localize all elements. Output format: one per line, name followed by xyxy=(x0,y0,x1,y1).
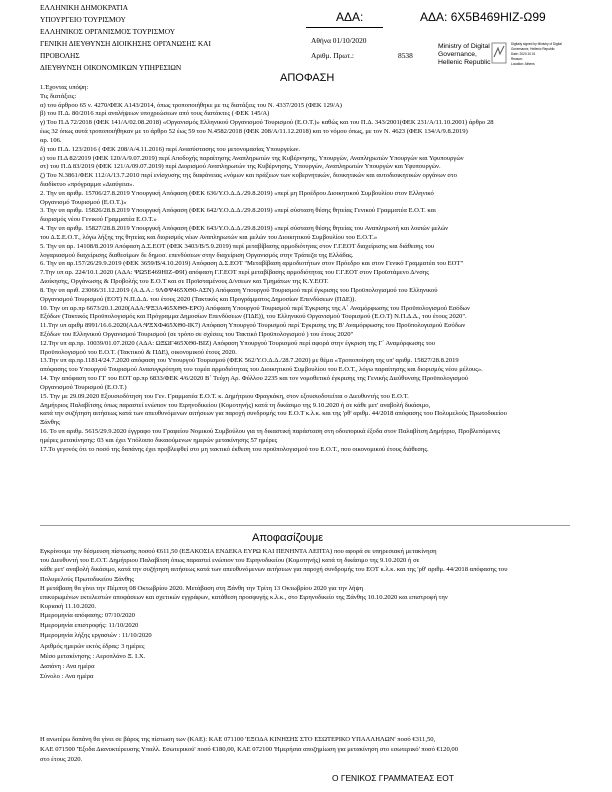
header-line-general-directorate: ΓΕΝΙΚΗ ΔΙΕΥΘΥΝΣΗ ΔΙΟΙΚΗΣΗΣ ΟΡΓΑΝΩΣΗΣ ΚΑΙ xyxy=(40,39,211,48)
consideration-line: Εξόδων (Τακτικός Προϋπολογισμός και Πρόγραμμα Δημοσίων Επενδύσεων (ΠΔΕ)), του Ελληνικού Οργανισμού Τουρισμού (Ε.Ο.Τ) Ν.Π.Δ.Δ., του έτους 2020". xyxy=(40,313,467,321)
consideration-line: 6. Την υπ αρ.157/26/29.9.2019 (ΦΕΚ 3659/Β/4.10.2019) Απόφαση Δ.Σ.ΕΟΤ "Μεταβίβαση αρμοδιοτήτων στον Πρόεδρο και στον Γενικό Γραμματέα του ΕΟΤ" xyxy=(40,260,464,268)
consideration-line: ημέρες μετακίνησης: 03 και έχει Υπόλοιπο δικαιούμενων ημερών μετακίνησης 57 ημέρες xyxy=(40,436,278,444)
decision-line: του Διευθυντή του Ε.Ο.Τ. Δημήτριου Παλαβίτση όπως παραστεί ενώπιον του Ειρηνοδικείου (Κομοτηνής) κατά τη δικάσιμο της 9.10.2020 ή σε xyxy=(40,557,420,565)
trip-detail-line: Ημερομηνία απόφασης: 07/10/2020 xyxy=(40,612,135,619)
consideration-line: του Δ.Σ.Ε.Ο.Τ., λόγω λήξης της θητείας και διορισμός νέων Αναπληρωτών και μελών του Διοικητικού Συμβουλίου του Ε.Ο.Τ.» xyxy=(40,233,378,241)
ada-code: ΑΔΑ: 6Χ5Β469ΗΙΖ-Ω99 xyxy=(420,10,546,24)
consideration-line: γ) Του Π.Δ 72/2018 (ΦΕΚ 141/Α/02.08.2018) «Οργανισμός Ελληνικού Οργανισμού Τουρισμού (Ε.Ο.Τ.)» καθώς και του Π.Δ. 343/2001(ΦΕΚ 231/Α/11.10.2001) άρθρο 28 xyxy=(40,119,494,127)
digital-signature-logo-icon xyxy=(491,42,507,64)
consideration-line: α) του άρθρου 65 ν. 4270/ΦΕΚ Α143/2014, όπως τροποποιήθηκε με τις διατάξεις του Ν. 4337/2015 (ΦΕΚ 129/Α) xyxy=(40,101,342,109)
consideration-line: Δημήτριος Παλαβίτσης όπως παραστεί ενώπιον του Ειρηνοδικείου (Κομοτηνής) κατά τη δικάσιμο της 9.10.2020 ή σε κάθε μετ' αναβολή δικάσιμο, xyxy=(40,401,431,409)
header-line-directorate: ΔΙΕΥΘΥΝΣΗ ΟΙΚΟΝΟΜΙΚΩΝ ΥΠΗΡΕΣΙΩΝ xyxy=(40,63,182,72)
consideration-line: 12.Την υπ αρ.πρ. 10039/01.07.2020 (ΑΔΑ: ΩΞΩΓ465ΧΘ0-ΒΙΖ) Απόφαση Υπουργού Τουρισμού περί αφορά στην έγκριση της Γ΄ Αναμόρφωσης του xyxy=(40,339,435,347)
consideration-line: Εξόδων του Ελληνικού Οργανισμού Τουρισμού (σε τρόπο σε σχέσεις του Τακτικό Προϋπολογισμού ) του έτους 2020" xyxy=(40,330,354,338)
header-line-ministry: ΥΠΟΥΡΓΕΙΟ ΤΟΥΡΙΣΜΟΥ xyxy=(40,15,126,24)
signature-line-3: Hellenic Republic xyxy=(438,59,491,66)
secretary-signature: Ο ΓΕΝΙΚΟΣ ΓΡΑΜΜΑΤΕΑΣ ΕΟΤ xyxy=(332,773,454,783)
consideration-line: Προϋπολογισμού του Ε.Ο.Τ. (Τακτικού & ΠΔΕ), οικονομικού έτους 2020. xyxy=(40,348,237,356)
signature-mini-4: Reason: xyxy=(511,57,523,61)
ada-label: ΑΔΑ: xyxy=(336,10,364,24)
trip-detail-line: Σύνολο : Ανα ημέρα xyxy=(40,673,94,681)
signature-line-1: Ministry of Digital xyxy=(438,43,490,50)
consideration-line: 10. Την υπ αρ.πρ 6673/20.1.2020(ΑΔΑ:ΨΞ3Α465ΧΘΘ-ΕΡΟ) Απόφαση Υπουργού Τουρισμού περί Έγκρισης της Α΄ Αναμόρφωσης του Προϋπολογισμού Εσόδων xyxy=(40,304,471,312)
section-divider xyxy=(40,525,570,526)
consideration-line: διαδίκτυο «πρόγραμμα «Διαύγεια». xyxy=(40,181,135,189)
consideration-line: 13.Την υπ αρ.πρ.11814/24.7.2020 απόφαση του Υπουργού Τουρισμού (ΦΕΚ 562/Υ.Ο.Δ.Δ./28.7.2020) με θέμα «Τροποποίηση της υπ' αριθμ. 15827/28.8.2019 xyxy=(40,357,459,365)
signature-mini-3: Date: 2020.10.01 xyxy=(511,52,536,56)
consideration-line: 3. Την υπ αριθμ. 15826/28.8.2019 Υπουργική Απόφαση (ΦΕΚ 642/Υ.Ο.Δ.Δ./29.8.2019) «περί σύσταση θέσης θητείας Γενικού Γραμματέα Ε.Ο.Τ. και xyxy=(40,207,436,215)
consideration-line: απόφασης του Υπουργού Τουρισμού Ανασυγκρότηση του τομέα αρμοδιότητας του Διοικητικού Συμβουλίου του Ε.Ο.Τ., λόγω παραίτησης και διορισμός νέου μέλους». xyxy=(40,366,483,374)
consideration-line: Οργανισμού Τουρισμού (ΕΟΤ) Ν.Π.Δ.Δ. του έτους 2020 (Τακτικός και Προγράμματος Δημοσίων Επενδύσεων (ΠΔΕ)). xyxy=(40,295,356,303)
date-line: Αθήνα 01/10/2020 xyxy=(311,36,367,45)
decision-line: Κυριακή 11.10.2020. xyxy=(40,603,97,611)
trip-detail-line: Αριθμός ημερών εκτός έδρας: 3 ημέρες xyxy=(40,642,145,650)
trip-detail-line: Ημερομηνία επιστροφής: 11/10/2020 xyxy=(40,622,139,630)
signature-mini-1: Digitally signed by Ministry of Digital xyxy=(511,42,562,46)
consideration-line: 4. Την υπ αριθμ. 15827/28.8.2019 Υπουργική Απόφαση (ΦΕΚ 643/Υ.Ο.Δ.Δ./29.8.2019) «περί σύσταση θέσης θητείας του Αναπληρωτή και λοιπών μελών xyxy=(40,225,449,233)
consideration-line: 8. Την υπ αριθ. 23066/31.12.2019 (Α.Δ.Α.: 9ΛΦΨ465ΧΘ0-ΑΣΝ) Απόφαση Υπουργού Τουρισμού περί έγκρισης του Προϋπολογισμού του Ελληνικού xyxy=(40,286,438,294)
consideration-line: Οργανισμό Τουρισμού (Ε.Ο.Τ.)» xyxy=(40,198,127,206)
decision-line: Εγκρίνουμε την δέσμευση πίστωσης ποσού €611,50 (ΕΞΑΚΟΣΙΑ ΕΝΔΕΚΑ ΕΥΡΩ ΚΑΙ ΠΕΝΗΝΤΑ ΛΕΠΤΑ) που αφορά σε υπηρεσιακή μετακίνηση xyxy=(40,548,437,555)
header-line-organisation: ΕΛΛΗΝΙΚΟΣ ΟΡΓΑΝΙΣΜΟΣ ΤΟΥΡΙΣΜΟΥ xyxy=(40,27,176,36)
decision-line: Πολυμελούς Πρωτοδικείου Ξάνθης xyxy=(40,575,134,583)
closing-line: στο έτους 2020. xyxy=(40,756,83,764)
consideration-line: 7.Την υπ αρ. 224/10.1.2020 (ΑΔΑ: ΨΩ5Ε469ΗΙΖ-Φ9Ι) απόφαση Γ.Γ.ΕΟΤ περί μεταβίβασης αρμοδιότητας του Γ.Γ.ΕΟΤ στον Προϊστάμενο Δ/νσης xyxy=(40,269,429,277)
decision-title: ΑΠΟΦΑΣΗ xyxy=(280,72,335,84)
consideration-line: ε) του Π.Δ 82/2019 (ΦΕΚ 120/Α/9.07.2019) περί Αποδοχής παραίτησης Αναπληρωτών της Κυβέρνησης, Υπουργών, Αναπληρωτών Υπουργών και Υφυπουργών xyxy=(40,154,464,162)
signature-mini-2: Governance, Hellenic Republic xyxy=(511,47,555,51)
consideration-line: β) του Π.Δ. 80/2016 περί αναλήψεων υποχρεώσεων από τους διατάκτες ( ΦΕΚ 145/Α) xyxy=(40,110,270,118)
consideration-line: Διοίκησης, Οργάνωσης & Προβολής του Ε.Ο.Τ και σε Προϊσταμένους Δ/νσεων και Τμημάτων της Κ.Υ.ΕΟΤ. xyxy=(40,278,329,286)
consideration-line: ζ) Του Ν.3861/ΦΕΚ 112/Α/13.7.2010 περί ενίσχυσης της διαφάνειας «νόμων και πράξεων των κυβερνητικών, διοικητικών και αυτοδιοικητικών οργάνων στο xyxy=(40,172,457,180)
protocol-number: 8538 xyxy=(398,51,413,60)
consideration-line: 14. Την απόφαση του ΓΓ του ΕΟΤ αρ.πρ 6833/ΦΕΚ 4/6/2020 Β΄ Τεύχη Αρ. Φύλλου 2235 και τον νομοθετικό έγκρισης της Γενικής Διεύθυνσης Προϋπολογισμού xyxy=(40,375,469,383)
signature-mini-5: Location: Athens xyxy=(511,62,535,66)
header-line-provolis: ΠΡΟΒΟΛΗΣ xyxy=(40,51,80,60)
closing-line: Η ανωτέρω δαπάνη θα γίνει σε βάρος της πίστωση των (ΚΑΕ): ΚΑΕ 071100 'ΕΞΟΔΑ ΚΙΝΗΣΗΣ ΣΤΟ ΕΣΩΤΕΡΙΚΟ ΥΠΑΛΛΗΛΩΝ' ποσό €311,50, xyxy=(40,736,436,743)
closing-line: ΚΑΕ 071500 'Έξοδα Διανυκτέρευσης Υπαλλ. Εσωτερικού' ποσό €180,00, ΚΑΕ 072100 'Ημερήσια αποζημίωση για μετακίνηση στο εσωτερικό' ποσό €120,00 xyxy=(40,746,458,754)
consideration-line: στ) του Π.Δ 83/2019 (ΦΕΚ 121/Α/09.07.2019) περί Διορισμού Αναπληρωτών της Κυβέρνησης, Υπουργών, Αναπληρωτών Υπουργών και Υφυπουργών. xyxy=(40,163,441,171)
consideration-line: 15. Την με 29.09.2020 Εξουσιοδότηση του Γεν. Γραμματέα Ε.Ο.Τ. κ. Δημήτριου Φραγκάκη, στον εξουσιοδοτείται ο Διευθυντής του Ε.Ο.Τ. xyxy=(40,392,409,400)
consideration-line: έως 32 όπως αυτά τροποποιήθηκαν με το άρθρο 52 έως 59 του Ν.4582/2018 (ΦΕΚ 208/Α/11.12.2018) και το νόμου όπως, με τον Ν. 4623 (ΦΕΚ 134/Α/9.8.2019) xyxy=(40,128,468,136)
trip-detail-line: Μέσο μετακίνησης : Αεροπλάνο Ξ. Ι.Χ. xyxy=(40,652,146,660)
consideration-line: 2. Την υπ αριθμ. 15706/27.8.2019 Υπουργική Απόφαση (ΦΕΚ 636/Υ.Ο.Δ.Δ./29.8.2019) «περί μη Προέδρου Διοικητικού Συμβουλίου στον Ελληνικό xyxy=(40,189,434,197)
consideration-line: κατά την συζήτηση αιτήσεως κατά των απευθυνόμενων αιτήσεων για παροχή συνδρομής του Ε.Ο.Τ κ.λ.κ. και της 'ρθ' αριθμ. 44/2018 απόφασης του Πολυμελούς Πρωτοδικείου xyxy=(40,410,507,418)
consideration-line: Οργανισμού Τουρισμού (Ε.Ο.Τ.) xyxy=(40,383,127,391)
trip-detail-line: Δαπάνη : Ανα ημέρα xyxy=(40,663,95,670)
protocol-label: Αριθμ. Πρωτ.: xyxy=(311,51,354,60)
consideration-line: 16. Το υπ αριθμ. 5615/29.9.2020 έγγραφο του Γραφείου Νομικού Συμβούλου για τη δικαστική παράσταση στη οδοιπορικά έξοδα στον Παλαβίτση Δημήτριο, Προβλεπόμενες xyxy=(40,427,501,435)
consideration-line: 11.Την υπ αριθμ 8991/16.6.2020(ΑΔΑ:ΨΞΧΦ465ΧΘ0-ΙΚ7) Απόφαση Υπουργού Τουρισμού περί Έγκρισης της Β' Αναμόρφωσης του Προϋπολογισμού Εσόδων xyxy=(40,322,466,330)
consideration-line: Ξάνθης xyxy=(40,419,60,427)
decision-line: επικυρωμένων εκτελεστών αποφάσεων και σχετικών εγγράφων, κατάθεση προσφυγής κ.λ.κ., στο Ειρηνοδικείο της Ξάνθης 10.10.2020 και επιστροφή την xyxy=(40,594,448,601)
consideration-line: 5. Την υπ αρ. 14108/8.2019 Απόφαση Δ.Σ.ΕΟΤ (ΦΕΚ 3403/Β/5.9.2019) περί μεταβίβασης αρμοδιότητας στον Γ.Γ.ΕΟΤ διαχείρισης και διάθεσης του xyxy=(40,242,435,250)
consideration-line: 17.Το γεγονός ότι το ποσό της δαπάνης έχει προβλεφθεί στο μη τακτικό έκθεση του προϋπολογισμού του Ε.Ο.Τ., που οικονομικού έτους διάθεσης. xyxy=(40,445,429,453)
signature-line-2: Governance, xyxy=(438,51,477,58)
consideration-line: αρ. 106. xyxy=(40,136,62,144)
decision-line: κάθε μετ' αναβολή δικάσιμο, κατά την συζήτηση αιτήσεως κατά των απευθυνόμενων αιτήσεων για παροχή συνδρομής του ΕΟΤ κ.λ.κ. και της 'ρθ' αριθμ. 44/2018 απόφασης του xyxy=(40,566,508,574)
consideration-line: διορισμός νέου Γενικού Γραμματέα Ε.Ο.Τ.» xyxy=(40,216,157,224)
header-line-republic: ΕΛΛΗΝΙΚΗ ΔΗΜΟΚΡΑΤΙΑ xyxy=(40,3,129,12)
decision-line: Η μετάβαση θα γίνει την Πέμπτη 08 Οκτωβρίου 2020. Μετάβαση στη Ξάνθη την Τρίτη 13 Οκτωβρίου 2020 για την λήψη xyxy=(40,584,364,592)
consideration-line: δ) του Π.Δ. 123/2016 ( ΦΕΚ 208/Α/4.11.2016) περί Ανασύστασης του μετονομασίας Υπουργείων. xyxy=(40,145,301,153)
consideration-line: λογαριασμού διαχείρισης διαθεσίμων δε δημοσ. επενδύσεων στην διαχείριση Οργανισμός στην Τράπεζα της Ελλάδας. xyxy=(40,251,354,259)
trip-detail-line: Ημερομηνία λήξης εργασιών : 11/10/2020 xyxy=(40,632,152,640)
consideration-line: 1.Έχοντας υπόψη: xyxy=(40,84,89,91)
ada-underline xyxy=(306,27,383,28)
consideration-line: Τις διατάξεις: xyxy=(40,92,77,100)
decide-heading: Αποφασίζουμε xyxy=(252,532,324,544)
